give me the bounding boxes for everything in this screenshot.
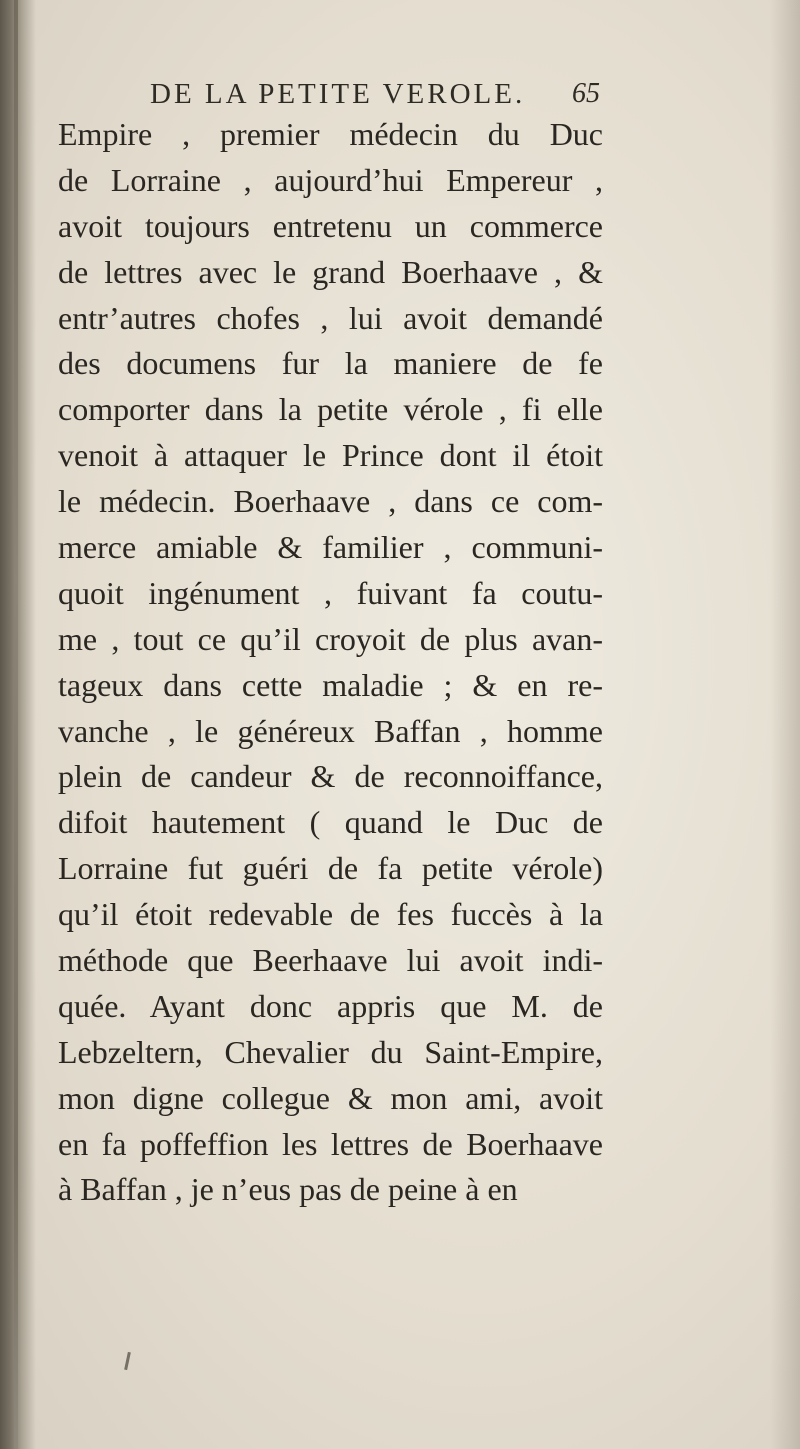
text-line: le médecin. Boerhaave , dans ce com- xyxy=(58,483,603,520)
text-line: me , tout ce qu’il croyoit de plus avan- xyxy=(58,620,603,657)
text-line: Empire , premier médecin du Duc xyxy=(58,116,603,152)
binding-edge xyxy=(14,0,18,1449)
page-number: 65 xyxy=(572,78,600,109)
text-line: en fa poffeffion les lettres de Boerhaave xyxy=(58,1125,603,1162)
text-line: avoit toujours entretenu un commerce xyxy=(58,207,603,244)
text-line: à Baffan , je n’eus pas de peine à en xyxy=(58,1171,518,1208)
text-line: tageux dans cette maladie ; & en re- xyxy=(58,666,603,703)
text-line: des documens fur la maniere de fe xyxy=(58,345,603,382)
text-line: merce amiable & familier , communi- xyxy=(58,529,603,566)
text-line: mon digne collegue & mon ami, avoit xyxy=(58,1079,603,1116)
text-line: vanche , le généreux Baffan , homme xyxy=(58,712,603,749)
page-right-edge xyxy=(770,0,800,1449)
text-line: Lorraine fut guéri de fa petite vérole) xyxy=(58,850,603,887)
text-line: qu’il étoit redevable de fes fuccès à la xyxy=(58,896,603,933)
page-gutter xyxy=(0,0,36,1449)
text-line: de lettres avec le grand Boerhaave , & xyxy=(58,253,603,290)
text-line: méthode que Beerhaave lui avoit indi- xyxy=(58,942,603,979)
text-line: quée. Ayant donc appris que M. de xyxy=(58,987,603,1024)
text-line: plein de candeur & de reconnoiffance, xyxy=(58,758,603,795)
text-line: Lebzeltern, Chevalier du Saint-Empire, xyxy=(58,1033,603,1070)
text-line: comporter dans la petite vérole , fi elle xyxy=(58,391,603,428)
running-title: DE LA PETITE VEROLE. xyxy=(150,78,526,110)
text-line: quoit ingénument , fuivant fa coutu- xyxy=(58,574,603,611)
ink-mark xyxy=(124,1352,131,1370)
body-text xyxy=(58,112,603,1213)
text-line: de Lorraine , aujourd’hui Empereur , xyxy=(58,161,603,198)
text-line: difoit hautement ( quand le Duc de xyxy=(58,804,603,841)
text-line: venoit à attaquer le Prince dont il étoit xyxy=(58,437,603,474)
text-line: entr’autres chofes , lui avoit demandé xyxy=(58,299,603,336)
